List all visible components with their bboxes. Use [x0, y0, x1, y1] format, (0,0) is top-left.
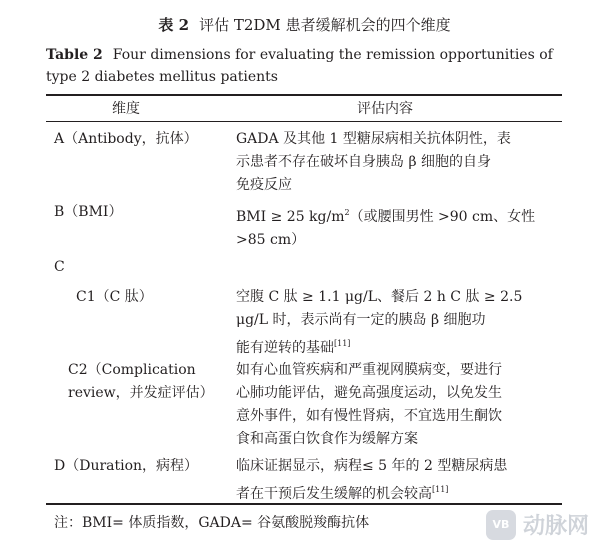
watermark-logo-icon: VB [486, 510, 516, 540]
row-c1-line-3 [236, 332, 566, 360]
row-c1-dimension: C1（C 肽） [76, 289, 153, 305]
table-title-cn-text: 评估 T2DM 患者缓解机会的四个维度 [199, 16, 451, 34]
watermark [486, 509, 589, 540]
row-c2-dim-line-1: C2（Complication [68, 362, 196, 378]
row-b-content [236, 201, 566, 252]
row-c2-dim-line-2: review，并发症评估） [68, 385, 214, 401]
header-content: 评估内容 [357, 101, 413, 117]
row-a-line-1: GADA 及其他 1 型糖尿病相关抗体阴性，表 [236, 131, 511, 147]
row-c1-content [236, 286, 566, 360]
row-d-dimension: D（Duration，病程） [54, 458, 199, 474]
row-c1-line-2: μg/L 时，表示尚有一定的胰岛 β 细胞功 [236, 312, 486, 328]
row-d-line-2 [236, 478, 566, 506]
row-a-line-2: 示患者不存在破坏自身胰岛 β 细胞的自身 [236, 154, 491, 170]
table-header-rule [46, 121, 562, 122]
row-b-line-1 [236, 201, 566, 229]
table-title-en-text: Four dimensions for evaluating the remission opportunities of type 2 diabetes mellitus patients [46, 47, 553, 85]
table-footnote: 注：BMI= 体质指数，GADA= 谷氨酸脱羧酶抗体 [54, 515, 370, 531]
row-c1-line-1: 空腹 C 肽 ≥ 1.1 μg/L、餐后 2 h C 肽 ≥ 2.5 [236, 289, 523, 305]
row-d-line-2-text: 者在干预后发生缓解的机会较高 [236, 486, 432, 502]
row-c2-line-1: 如有心血管疾病和严重视网膜病变，要进行 [236, 362, 502, 378]
row-c2-content [236, 359, 566, 451]
row-d-content [236, 455, 566, 506]
table-top-rule [46, 94, 562, 96]
row-d-line-1: 临床证据显示，病程≤ 5 年的 2 型糖尿病患 [236, 458, 508, 474]
table-label-en: Table 2 [46, 47, 103, 63]
row-c2-dimension [68, 359, 214, 405]
row-c2-line-2: 心肺功能评估，避免高强度运动，以免发生 [236, 385, 502, 401]
row-c2-line-4: 食和高蛋白饮食作为缓解方案 [236, 431, 418, 447]
row-b-superscript: 2 [344, 208, 350, 217]
row-a-content [236, 128, 566, 197]
row-c1-line-3-text: 能有逆转的基础 [236, 340, 334, 356]
row-c-dimension: C [54, 259, 65, 275]
row-b-bmi-text: BMI ≥ 25 kg/m [236, 209, 345, 225]
row-b-dimension: B（BMI） [54, 204, 123, 220]
row-b-waist-text: （或腰围男性 >90 cm、女性 [349, 209, 536, 225]
row-d-citation: [11] [432, 485, 449, 494]
table-title-english [46, 44, 576, 88]
row-c1-citation: [11] [334, 339, 351, 348]
row-a-dimension: A（Antibody，抗体） [54, 131, 198, 147]
header-dimension: 维度 [112, 101, 140, 117]
table-bottom-rule [46, 503, 562, 505]
watermark-text: 动脉网 [523, 514, 590, 539]
table-label-cn: 表 2 [158, 16, 190, 34]
row-a-line-3: 免疫反应 [236, 177, 292, 193]
row-b-line-2: >85 cm） [236, 232, 306, 248]
row-c2-line-3: 意外事件，如有慢性肾病，不宜选用生酮饮 [236, 408, 502, 424]
table-title-chinese [0, 14, 609, 35]
